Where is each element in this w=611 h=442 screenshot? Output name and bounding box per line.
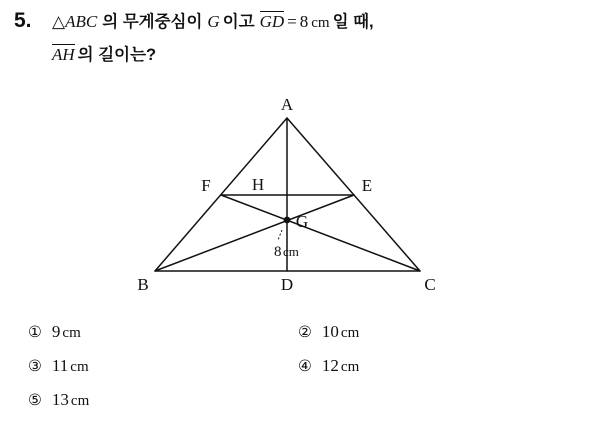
choice-option-1[interactable]	[28, 322, 298, 342]
triangle-figure	[130, 96, 470, 308]
gd-value: 8	[299, 12, 309, 31]
point-label-g: G	[207, 12, 220, 31]
question-block	[0, 8, 611, 65]
choice-text-4	[322, 356, 359, 376]
label-b: B	[137, 275, 149, 294]
choice-value-1: 9	[51, 322, 61, 341]
choice-text-5	[52, 390, 89, 410]
question-phrase-b: 이고	[222, 13, 255, 31]
choice-unit-3: cm	[70, 359, 89, 375]
label-c: C	[424, 275, 436, 294]
question-line-1	[14, 8, 597, 32]
choice-row-3	[28, 390, 588, 410]
gd-unit: cm	[311, 15, 330, 31]
choice-text-3	[52, 356, 89, 376]
equals-sign: =	[287, 12, 297, 31]
choice-marker-2: ②	[298, 323, 312, 341]
choice-row-1	[28, 322, 588, 342]
choice-text-1	[52, 322, 81, 342]
choice-marker-1: ①	[28, 323, 42, 341]
question-number: 5.	[14, 9, 32, 32]
question-phrase-a: 의 무게중심이	[102, 13, 203, 31]
question-line-2	[52, 41, 597, 65]
choice-unit-4: cm	[340, 359, 360, 375]
choice-option-2[interactable]	[298, 322, 359, 342]
choice-text-2	[322, 322, 359, 342]
label-e: E	[361, 176, 373, 195]
choice-value-5: 13	[51, 390, 69, 409]
measure-value: 8	[274, 244, 282, 260]
label-d: D	[280, 275, 294, 294]
median-cf	[221, 195, 420, 271]
label-g: G	[295, 212, 309, 231]
choice-option-3[interactable]	[28, 356, 298, 376]
choice-marker-4: ④	[298, 357, 312, 375]
choice-option-5[interactable]	[28, 390, 298, 410]
label-h: H	[251, 175, 265, 194]
triangle-symbol: △	[52, 12, 66, 31]
choice-marker-5: ⑤	[28, 391, 42, 409]
choice-marker-3: ③	[28, 357, 42, 375]
choice-row-2	[28, 356, 588, 376]
choice-option-4[interactable]	[298, 356, 359, 376]
measure-pointer	[278, 230, 282, 240]
choice-unit-2: cm	[340, 325, 360, 341]
triangle-diagram-svg	[130, 96, 470, 308]
segment-gd: GD	[259, 12, 285, 31]
measure-unit: cm	[283, 244, 299, 259]
label-f: F	[201, 176, 211, 195]
question-phrase-d: 의 길이는?	[77, 46, 157, 64]
segment-ah: AH	[52, 45, 75, 64]
question-text-line-1	[52, 8, 374, 32]
question-phrase-c: 일 때,	[332, 13, 374, 31]
centroid-dot-g	[284, 217, 291, 224]
choice-value-4: 12	[321, 356, 339, 375]
choice-unit-5: cm	[70, 393, 90, 409]
triangle-label-abc: ABC	[65, 12, 98, 31]
choice-value-3: 11	[51, 356, 69, 375]
label-a: A	[280, 96, 294, 114]
choice-unit-1: cm	[62, 325, 81, 341]
median-be	[155, 195, 354, 271]
choice-value-2: 10	[321, 322, 339, 341]
answer-choices	[28, 322, 588, 424]
